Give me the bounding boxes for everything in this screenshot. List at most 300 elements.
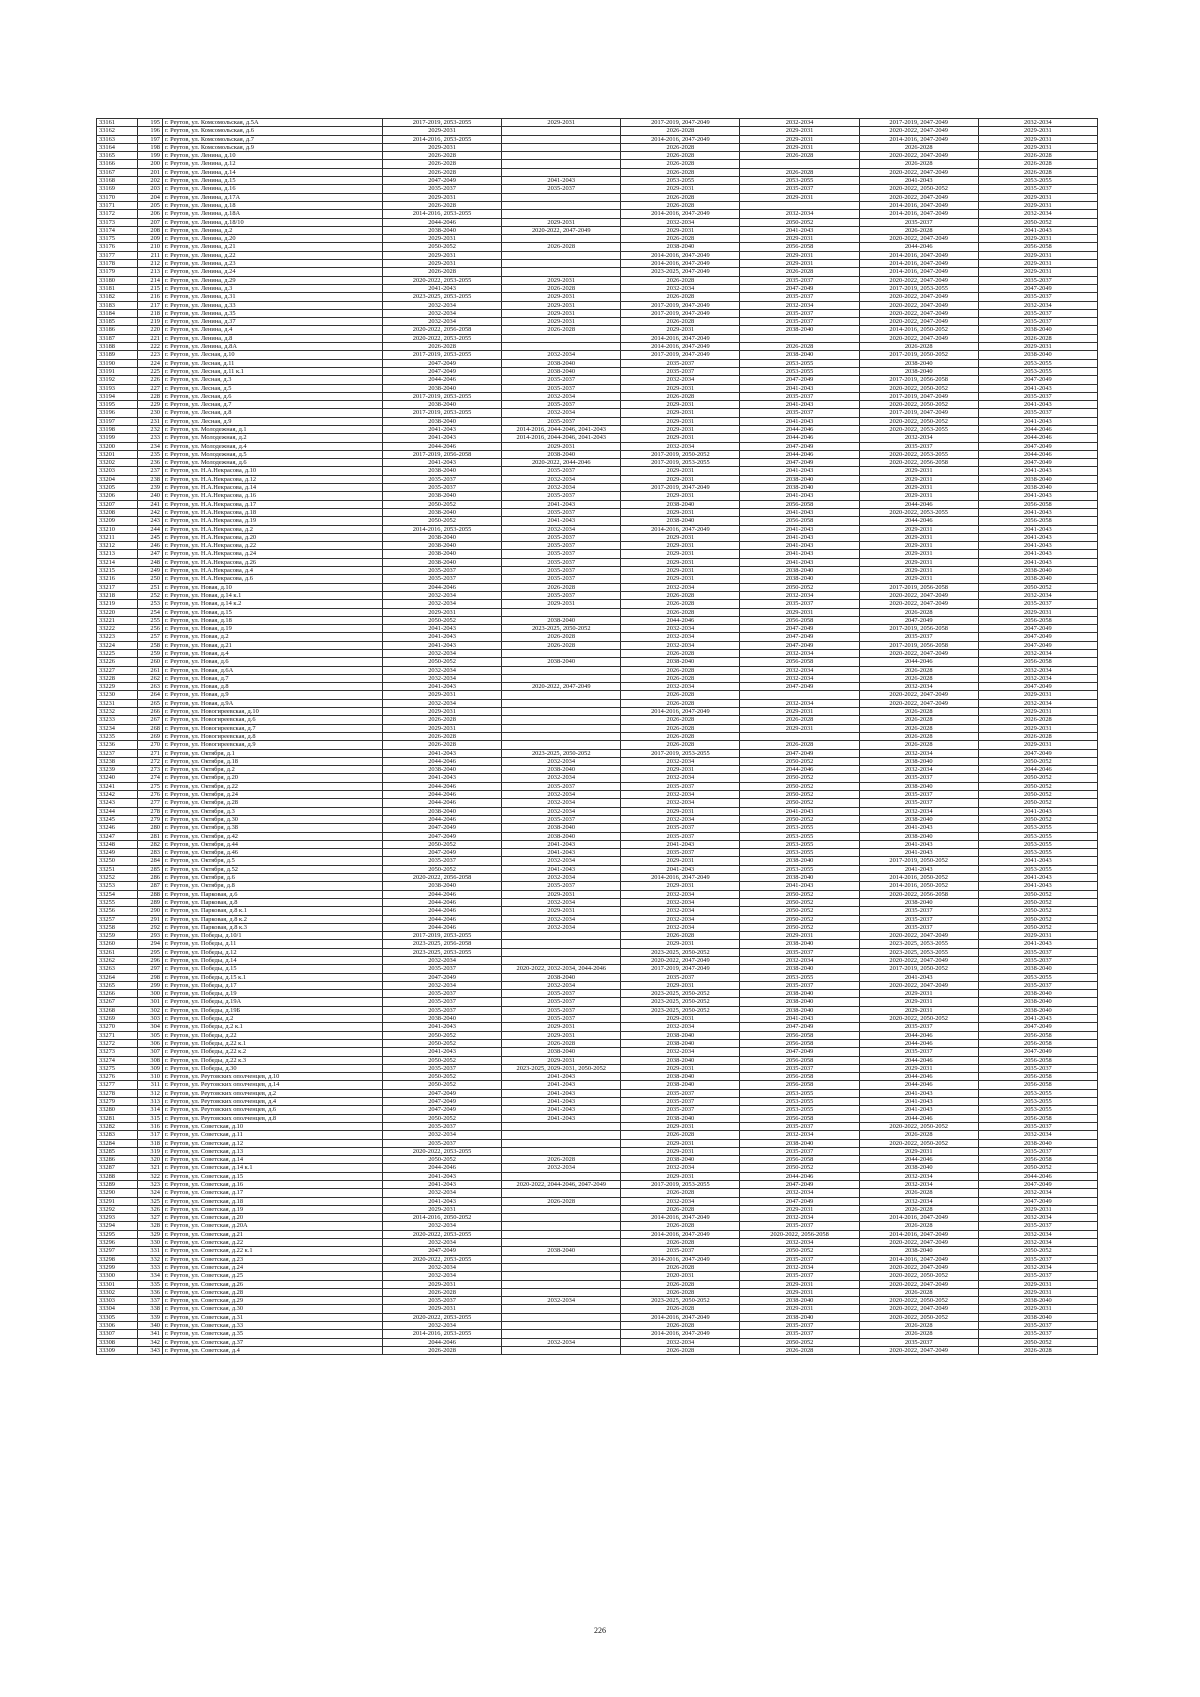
- period-col-1: 2044-2046: [383, 1338, 502, 1346]
- period-col-3: 2017-2019, 2047-2049: [621, 301, 740, 309]
- row-address: г. Реутов, ул. Ленина, д.24: [163, 268, 383, 276]
- period-col-5: 2026-2028: [859, 608, 978, 616]
- row-code: 33276: [97, 1073, 138, 1081]
- row-address: г. Реутов, ул. Победы, д.14: [163, 956, 383, 964]
- period-col-6: 2032-2034: [978, 591, 1097, 599]
- period-col-1: 2032-2034: [383, 301, 502, 309]
- row-address: г. Реутов, ул. Октября, д.8: [163, 882, 383, 890]
- row-code: 33199: [97, 434, 138, 442]
- row-address: г. Реутов, ул. Молодежная, д.6: [163, 459, 383, 467]
- period-col-2: [502, 1288, 621, 1296]
- period-col-2: 2041-2043: [502, 840, 621, 848]
- table-row: [97, 1346, 1098, 1354]
- table-row: [97, 284, 1098, 292]
- period-col-5: 2041-2043: [859, 1098, 978, 1106]
- table-row: [97, 791, 1098, 799]
- row-code: 33212: [97, 542, 138, 550]
- table-row: [97, 708, 1098, 716]
- period-col-6: 2041-2043: [978, 417, 1097, 425]
- period-col-1: 2029-2031: [383, 193, 502, 201]
- period-col-4: 2041-2043: [740, 417, 859, 425]
- period-col-4: 2053-2055: [740, 367, 859, 375]
- row-number: 296: [138, 956, 163, 964]
- period-col-3: 2026-2028: [621, 591, 740, 599]
- row-number: 198: [138, 143, 163, 151]
- table-row: [97, 508, 1098, 516]
- table-row: [97, 600, 1098, 608]
- row-number: 305: [138, 1031, 163, 1039]
- table-row: [97, 326, 1098, 334]
- period-col-5: 2038-2040: [859, 832, 978, 840]
- period-col-1: 2029-2031: [383, 127, 502, 135]
- row-number: 221: [138, 334, 163, 342]
- table-row: [97, 774, 1098, 782]
- row-address: г. Реутов, ул. Победы, д.2: [163, 1015, 383, 1023]
- period-col-1: 2038-2040: [383, 533, 502, 541]
- row-code: 33194: [97, 392, 138, 400]
- period-col-3: 2026-2028: [621, 1263, 740, 1271]
- period-col-4: 2041-2043: [740, 467, 859, 475]
- period-col-1: 2038-2040: [383, 401, 502, 409]
- period-col-5: 2017-2019, 2047-2049: [859, 392, 978, 400]
- row-code: 33204: [97, 475, 138, 483]
- row-code: 33193: [97, 384, 138, 392]
- row-code: 33275: [97, 1064, 138, 1072]
- row-number: 203: [138, 185, 163, 193]
- period-col-4: 2041-2043: [740, 882, 859, 890]
- row-code: 33165: [97, 152, 138, 160]
- period-col-1: 2017-2019, 2053-2055: [383, 409, 502, 417]
- period-col-6: 2032-2034: [978, 210, 1097, 218]
- row-number: 210: [138, 243, 163, 251]
- period-col-6: 2029-2031: [978, 608, 1097, 616]
- period-col-1: 2017-2019, 2053-2055: [383, 351, 502, 359]
- period-col-4: 2035-2037: [740, 1222, 859, 1230]
- row-address: г. Реутов, ул. Лесная, д.3: [163, 376, 383, 384]
- table-row: [97, 542, 1098, 550]
- period-col-2: [502, 741, 621, 749]
- period-col-3: 2032-2034: [621, 442, 740, 450]
- row-code: 33261: [97, 948, 138, 956]
- period-col-5: 2026-2028: [859, 741, 978, 749]
- period-col-6: 2038-2040: [978, 575, 1097, 583]
- period-col-5: 2041-2043: [859, 849, 978, 857]
- period-col-5: 2014-2016, 2047-2049: [859, 210, 978, 218]
- row-code: 33243: [97, 799, 138, 807]
- period-col-1: 2047-2049: [383, 367, 502, 375]
- table-row: [97, 1338, 1098, 1346]
- period-col-3: 2035-2037: [621, 359, 740, 367]
- period-col-5: 2020-2022, 2050-2052: [859, 1297, 978, 1305]
- period-col-4: 2056-2058: [740, 616, 859, 624]
- row-address: г. Реутов, ул. Советская, д.25: [163, 1272, 383, 1280]
- period-col-3: 2032-2034: [621, 923, 740, 931]
- period-col-5: 2026-2028: [859, 1322, 978, 1330]
- period-col-5: 2035-2037: [859, 923, 978, 931]
- row-address: г. Реутов, ул. Октября, д.20: [163, 774, 383, 782]
- period-col-1: 2026-2028: [383, 1288, 502, 1296]
- table-row: [97, 558, 1098, 566]
- row-address: г. Реутов, ул. Лесная, д.7: [163, 401, 383, 409]
- table-row: [97, 210, 1098, 218]
- table-row: [97, 1106, 1098, 1114]
- period-col-5: 2014-2016, 2047-2049: [859, 1255, 978, 1263]
- row-number: 252: [138, 591, 163, 599]
- period-col-2: 2035-2037: [502, 376, 621, 384]
- row-number: 263: [138, 683, 163, 691]
- period-col-5: 2014-2016, 2050-2052: [859, 882, 978, 890]
- period-col-2: [502, 1322, 621, 1330]
- period-col-6: 2041-2043: [978, 1015, 1097, 1023]
- row-code: 33181: [97, 284, 138, 292]
- row-number: 226: [138, 376, 163, 384]
- row-address: г. Реутов, ул. Н.А.Некрасова, д.17: [163, 500, 383, 508]
- row-code: 33286: [97, 1156, 138, 1164]
- period-col-6: 2047-2049: [978, 641, 1097, 649]
- period-col-6: 2029-2031: [978, 741, 1097, 749]
- period-col-2: 2041-2043: [502, 1089, 621, 1097]
- period-col-2: [502, 1280, 621, 1288]
- row-number: 235: [138, 450, 163, 458]
- row-address: г. Реутов, ул. Советская, д.24: [163, 1263, 383, 1271]
- period-col-2: 2029-2031: [502, 119, 621, 127]
- row-address: г. Реутов, ул. Новая, д.8: [163, 683, 383, 691]
- period-col-6: 2041-2043: [978, 807, 1097, 815]
- period-col-3: 2026-2028: [621, 724, 740, 732]
- period-col-1: 2044-2046: [383, 890, 502, 898]
- period-col-1: 2032-2034: [383, 309, 502, 317]
- period-col-6: 2047-2049: [978, 1197, 1097, 1205]
- period-col-6: 2056-2058: [978, 1156, 1097, 1164]
- row-number: 223: [138, 351, 163, 359]
- schedule-table-body: [97, 119, 1098, 1355]
- period-col-4: 2029-2031: [740, 135, 859, 143]
- period-col-6: 2032-2034: [978, 119, 1097, 127]
- period-col-3: 2029-2031: [621, 434, 740, 442]
- period-col-2: 2029-2031: [502, 218, 621, 226]
- table-row: [97, 1114, 1098, 1122]
- row-number: 205: [138, 201, 163, 209]
- row-address: г. Реутов, ул. Н.А.Некрасова, д.20: [163, 533, 383, 541]
- row-address: г. Реутов, ул. Советская, д.19: [163, 1205, 383, 1213]
- row-number: 227: [138, 384, 163, 392]
- period-col-2: 2026-2028: [502, 284, 621, 292]
- row-number: 262: [138, 674, 163, 682]
- period-col-4: 2035-2037: [740, 309, 859, 317]
- row-code: 33219: [97, 600, 138, 608]
- period-col-6: 2029-2031: [978, 268, 1097, 276]
- period-col-5: 2044-2046: [859, 243, 978, 251]
- row-address: г. Реутов, ул. Молодежная, д.4: [163, 442, 383, 450]
- table-row: [97, 235, 1098, 243]
- row-code: 33196: [97, 409, 138, 417]
- period-col-2: 2038-2040: [502, 824, 621, 832]
- period-col-2: 2041-2043: [502, 1106, 621, 1114]
- period-col-4: 2035-2037: [740, 293, 859, 301]
- period-col-3: 2014-2016, 2047-2049: [621, 874, 740, 882]
- row-code: 33269: [97, 1015, 138, 1023]
- period-col-3: 2029-2031: [621, 558, 740, 566]
- row-number: 283: [138, 849, 163, 857]
- table-row: [97, 583, 1098, 591]
- period-col-6: 2035-2037: [978, 409, 1097, 417]
- row-number: 260: [138, 658, 163, 666]
- period-col-6: 2026-2028: [978, 732, 1097, 740]
- period-col-2: 2029-2031: [502, 1023, 621, 1031]
- period-col-1: 2047-2049: [383, 1106, 502, 1114]
- row-code: 33233: [97, 716, 138, 724]
- period-col-6: 2053-2055: [978, 177, 1097, 185]
- table-row: [97, 351, 1098, 359]
- period-col-4: 2047-2049: [740, 284, 859, 292]
- row-address: г. Реутов, ул. Советская, д.35: [163, 1330, 383, 1338]
- period-col-1: 2038-2040: [383, 807, 502, 815]
- table-row: [97, 359, 1098, 367]
- period-col-3: 2026-2028: [621, 1322, 740, 1330]
- row-address: г. Реутов, ул. Советская, д.12: [163, 1139, 383, 1147]
- period-col-4: 2050-2052: [740, 218, 859, 226]
- period-col-1: 2041-2043: [383, 1181, 502, 1189]
- row-number: 240: [138, 492, 163, 500]
- period-col-3: 2029-2031: [621, 475, 740, 483]
- period-col-6: 2035-2037: [978, 1255, 1097, 1263]
- row-number: 335: [138, 1280, 163, 1288]
- period-col-2: 2032-2034: [502, 799, 621, 807]
- table-row: [97, 865, 1098, 873]
- period-col-3: 2026-2028: [621, 235, 740, 243]
- period-col-4: [740, 732, 859, 740]
- period-col-2: 2032-2034: [502, 857, 621, 865]
- table-row: [97, 874, 1098, 882]
- period-col-1: 2026-2028: [383, 741, 502, 749]
- period-col-5: 2023-2025, 2053-2055: [859, 948, 978, 956]
- period-col-6: 2038-2040: [978, 990, 1097, 998]
- period-col-1: 2044-2046: [383, 923, 502, 931]
- period-col-6: 2053-2055: [978, 1089, 1097, 1097]
- row-number: 298: [138, 973, 163, 981]
- row-address: г. Реутов, ул. Парковая, д.8: [163, 898, 383, 906]
- period-col-2: 2023-2025, 2050-2052: [502, 625, 621, 633]
- period-col-3: 2014-2016, 2047-2049: [621, 343, 740, 351]
- table-row: [97, 1147, 1098, 1155]
- period-col-2: 2038-2040: [502, 367, 621, 375]
- row-number: 294: [138, 940, 163, 948]
- period-col-1: 2032-2034: [383, 1131, 502, 1139]
- period-col-4: 2056-2058: [740, 1073, 859, 1081]
- period-col-2: [502, 1346, 621, 1354]
- period-col-3: 2029-2031: [621, 882, 740, 890]
- row-address: г. Реутов, ул. Новая, д.6А: [163, 666, 383, 674]
- period-col-3: 2032-2034: [621, 625, 740, 633]
- row-number: 287: [138, 882, 163, 890]
- row-address: г. Реутов, ул. Советская, д.4: [163, 1346, 383, 1354]
- row-address: г. Реутов, ул. Октября, д.24: [163, 791, 383, 799]
- row-number: 213: [138, 268, 163, 276]
- period-col-1: 2029-2031: [383, 260, 502, 268]
- row-number: 306: [138, 1039, 163, 1047]
- period-col-5: 2035-2037: [859, 218, 978, 226]
- period-col-2: 2029-2031: [502, 907, 621, 915]
- period-col-4: 2035-2037: [740, 981, 859, 989]
- row-code: 33223: [97, 633, 138, 641]
- period-col-6: 2041-2043: [978, 882, 1097, 890]
- period-col-5: 2041-2043: [859, 177, 978, 185]
- period-col-4: 2053-2055: [740, 1106, 859, 1114]
- period-col-1: 2050-2052: [383, 1031, 502, 1039]
- row-number: 251: [138, 583, 163, 591]
- row-code: 33234: [97, 724, 138, 732]
- period-col-2: 2038-2040: [502, 450, 621, 458]
- period-col-4: 2035-2037: [740, 1272, 859, 1280]
- period-col-6: 2038-2040: [978, 484, 1097, 492]
- row-number: 308: [138, 1056, 163, 1064]
- row-code: 33186: [97, 326, 138, 334]
- period-col-6: 2056-2058: [978, 1073, 1097, 1081]
- row-address: г. Реутов, ул. Новая, д.21: [163, 641, 383, 649]
- period-col-3: 2029-2031: [621, 1139, 740, 1147]
- period-col-3: 2026-2028: [621, 201, 740, 209]
- table-row: [97, 334, 1098, 342]
- period-col-4: 2056-2058: [740, 500, 859, 508]
- period-col-1: 2035-2037: [383, 1064, 502, 1072]
- period-col-3: 2038-2040: [621, 500, 740, 508]
- period-col-5: 2041-2043: [859, 824, 978, 832]
- period-col-2: [502, 1222, 621, 1230]
- period-col-6: 2035-2037: [978, 1222, 1097, 1230]
- row-number: 318: [138, 1139, 163, 1147]
- period-col-6: 2053-2055: [978, 359, 1097, 367]
- period-col-3: 2053-2055: [621, 177, 740, 185]
- row-code: 33287: [97, 1164, 138, 1172]
- period-col-4: 2053-2055: [740, 840, 859, 848]
- period-col-3: 2023-2025, 2050-2052: [621, 998, 740, 1006]
- period-col-5: 2014-2016, 2047-2049: [859, 251, 978, 259]
- period-col-5: 2017-2019, 2050-2052: [859, 351, 978, 359]
- row-code: 33268: [97, 1006, 138, 1014]
- period-col-5: 2020-2022, 2047-2049: [859, 932, 978, 940]
- period-col-5: 2044-2046: [859, 658, 978, 666]
- period-col-1: 2050-2052: [383, 865, 502, 873]
- row-number: 206: [138, 210, 163, 218]
- period-col-3: 2035-2037: [621, 824, 740, 832]
- period-col-3: 2026-2028: [621, 1346, 740, 1354]
- period-col-1: 2041-2043: [383, 625, 502, 633]
- period-col-4: 2020-2022, 2056-2058: [740, 1230, 859, 1238]
- period-col-3: 2035-2037: [621, 782, 740, 790]
- period-col-2: [502, 135, 621, 143]
- row-code: 33307: [97, 1330, 138, 1338]
- period-col-5: 2032-2034: [859, 1172, 978, 1180]
- period-col-1: 2029-2031: [383, 724, 502, 732]
- row-code: 33263: [97, 965, 138, 973]
- period-col-3: 2020-2031: [621, 1272, 740, 1280]
- row-address: г. Реутов, ул. Победы, д.22 к.2: [163, 1048, 383, 1056]
- period-col-6: 2035-2037: [978, 1272, 1097, 1280]
- period-col-3: 2029-2031: [621, 326, 740, 334]
- row-address: г. Реутов, ул. Комсомольская, д.5А: [163, 119, 383, 127]
- period-col-5: 2020-2022, 2050-2052: [859, 1015, 978, 1023]
- period-col-3: 2029-2031: [621, 1147, 740, 1155]
- row-code: 33182: [97, 293, 138, 301]
- row-code: 33226: [97, 658, 138, 666]
- row-code: 33297: [97, 1247, 138, 1255]
- period-col-3: 2029-2031: [621, 567, 740, 575]
- table-row: [97, 525, 1098, 533]
- row-address: г. Реутов, ул. Новогиреевская, д.7: [163, 724, 383, 732]
- period-col-1: 2032-2034: [383, 956, 502, 964]
- row-number: 325: [138, 1197, 163, 1205]
- period-col-3: 2014-2016, 2047-2049: [621, 251, 740, 259]
- period-col-5: 2026-2028: [859, 1330, 978, 1338]
- period-col-5: 2020-2022, 2050-2052: [859, 401, 978, 409]
- table-row: [97, 956, 1098, 964]
- row-number: 293: [138, 932, 163, 940]
- period-col-3: 2029-2031: [621, 550, 740, 558]
- period-col-3: 2026-2028: [621, 1131, 740, 1139]
- row-address: г. Реутов, ул. Победы, д.22 к.3: [163, 1056, 383, 1064]
- period-col-4: 2038-2040: [740, 1313, 859, 1321]
- period-col-6: 2032-2034: [978, 666, 1097, 674]
- period-col-5: 2014-2016, 2050-2052: [859, 326, 978, 334]
- period-col-3: 2032-2034: [621, 898, 740, 906]
- row-number: 238: [138, 475, 163, 483]
- row-code: 33168: [97, 177, 138, 185]
- period-col-1: 2038-2040: [383, 226, 502, 234]
- period-col-3: 2026-2028: [621, 193, 740, 201]
- period-col-5: 2020-2022, 2047-2049: [859, 981, 978, 989]
- period-col-1: 2044-2046: [383, 1164, 502, 1172]
- period-col-2: 2029-2031: [502, 1056, 621, 1064]
- period-col-2: 2032-2034: [502, 525, 621, 533]
- row-address: г. Реутов, ул. Ленина, д.8: [163, 334, 383, 342]
- period-col-4: 2041-2043: [740, 807, 859, 815]
- period-col-5: 2020-2022, 2053-2055: [859, 425, 978, 433]
- period-col-2: 2029-2031: [502, 293, 621, 301]
- period-col-5: 2017-2019, 2053-2055: [859, 284, 978, 292]
- period-col-2: 2035-2037: [502, 467, 621, 475]
- table-row: [97, 749, 1098, 757]
- period-col-2: [502, 691, 621, 699]
- period-col-3: 2020-2022, 2047-2049: [621, 956, 740, 964]
- period-col-5: 2017-2019, 2056-2058: [859, 625, 978, 633]
- period-col-3: 2014-2016, 2047-2049: [621, 1230, 740, 1238]
- period-col-6: 2041-2043: [978, 226, 1097, 234]
- row-address: г. Реутов, ул. Н.А.Некрасова, д.18: [163, 508, 383, 516]
- period-col-2: [502, 1172, 621, 1180]
- period-col-6: 2041-2043: [978, 508, 1097, 516]
- period-col-6: 2056-2058: [978, 1039, 1097, 1047]
- row-number: 282: [138, 840, 163, 848]
- period-col-2: [502, 210, 621, 218]
- row-number: 249: [138, 567, 163, 575]
- period-col-5: 2020-2022, 2056-2058: [859, 459, 978, 467]
- row-address: г. Реутов, ул. Советская, д.26: [163, 1280, 383, 1288]
- table-row: [97, 168, 1098, 176]
- row-code: 33188: [97, 343, 138, 351]
- row-code: 33246: [97, 824, 138, 832]
- period-col-6: 2050-2052: [978, 782, 1097, 790]
- period-col-2: 2014-2016, 2044-2046, 2041-2043: [502, 425, 621, 433]
- period-col-6: 2029-2031: [978, 724, 1097, 732]
- period-col-3: 2017-2019, 2053-2055: [621, 459, 740, 467]
- period-col-6: 2047-2049: [978, 1023, 1097, 1031]
- period-col-5: 2035-2037: [859, 774, 978, 782]
- period-col-3: 2035-2037: [621, 367, 740, 375]
- row-address: г. Реутов, ул. Комсомольская, д.7: [163, 135, 383, 143]
- period-col-3: 2029-2031: [621, 766, 740, 774]
- row-number: 281: [138, 832, 163, 840]
- period-col-5: 2026-2028: [859, 1189, 978, 1197]
